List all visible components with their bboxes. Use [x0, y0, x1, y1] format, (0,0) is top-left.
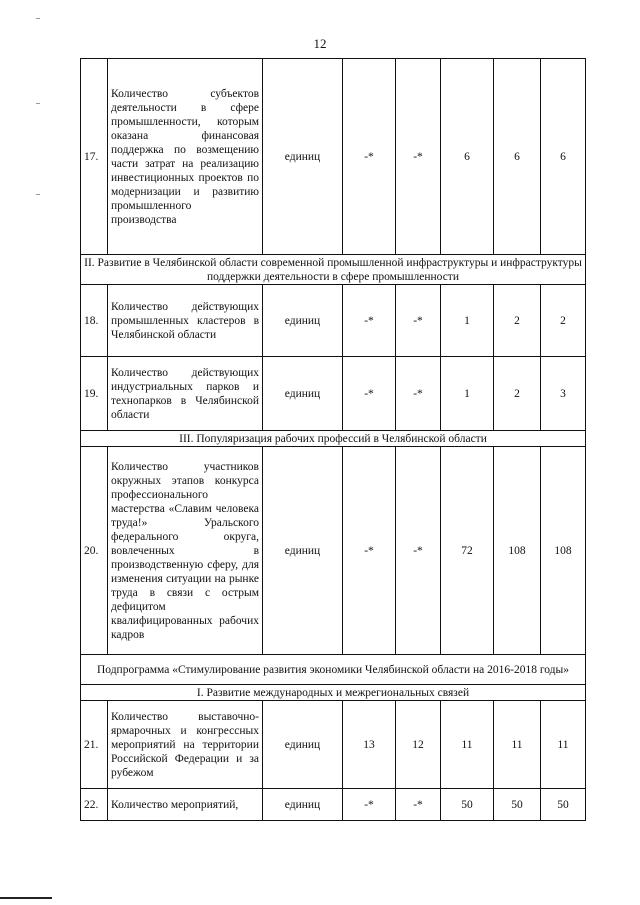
table-row — [81, 701, 586, 789]
row-number: 19. — [81, 357, 108, 431]
value-cell: 1 — [441, 285, 494, 357]
indicator-description: Количество субъектов деятельности в сфере промышленности, которым оказана финансовая поддержка по возмещению части затрат на реализацию инвестиционных проектов по модернизации и развитию промышленного производства — [108, 59, 263, 255]
value-cell: 13 — [343, 701, 396, 789]
row-number: 17. — [81, 59, 108, 255]
value-cell: 3 — [541, 357, 586, 431]
value-cell: -* — [343, 285, 396, 357]
table-row — [81, 789, 586, 821]
value-cell: 108 — [541, 447, 586, 655]
row-number: 20. — [81, 447, 108, 655]
unit-cell: единиц — [263, 701, 343, 789]
subprogram-heading: Подпрограмма «Стимулирование развития экономики Челябинской области на 2016-2018 годы» — [81, 655, 586, 685]
row-number: 18. — [81, 285, 108, 357]
indicators-table — [80, 58, 586, 821]
value-cell: -* — [343, 789, 396, 821]
table-row — [81, 59, 586, 255]
indicator-description: Количество участников окружных этапов конкурса профессионального мастерства «Славим человека труда!» Уральского федерального округа, вовлеченных в производственную сферу, для изменения ситуации на рынке труда в связи с острым дефицитом квалифицированных рабочих кадров — [108, 447, 263, 655]
section-row — [81, 655, 586, 685]
value-cell: 11 — [441, 701, 494, 789]
value-cell: 108 — [494, 447, 541, 655]
section-heading: II. Развитие в Челябинской области современной промышленной инфраструктуры и инфраструктуры поддержки деятельности в сфере промышленности — [81, 255, 586, 285]
value-cell: -* — [343, 59, 396, 255]
value-cell: 6 — [441, 59, 494, 255]
unit-cell: единиц — [263, 447, 343, 655]
value-cell: -* — [343, 357, 396, 431]
indicator-description: Количество действующих индустриальных парков и технопарков в Челябинской области — [108, 357, 263, 431]
value-cell: 2 — [541, 285, 586, 357]
value-cell: 2 — [494, 285, 541, 357]
value-cell: 6 — [494, 59, 541, 255]
margin-mark — [36, 103, 40, 104]
table-row — [81, 357, 586, 431]
table-row — [81, 285, 586, 357]
page-footer-rule — [0, 897, 52, 899]
value-cell: -* — [396, 59, 441, 255]
value-cell: 50 — [494, 789, 541, 821]
value-cell: 2 — [494, 357, 541, 431]
value-cell: -* — [343, 447, 396, 655]
value-cell: 11 — [494, 701, 541, 789]
value-cell: 6 — [541, 59, 586, 255]
value-cell: -* — [396, 789, 441, 821]
margin-mark — [36, 18, 40, 19]
row-number: 22. — [81, 789, 108, 821]
section-row — [81, 431, 586, 447]
unit-cell: единиц — [263, 285, 343, 357]
value-cell: 50 — [541, 789, 586, 821]
value-cell: -* — [396, 285, 441, 357]
section-heading: III. Популяризация рабочих профессий в Челябинской области — [81, 431, 586, 447]
row-number: 21. — [81, 701, 108, 789]
value-cell: 1 — [441, 357, 494, 431]
table-row — [81, 447, 586, 655]
value-cell: 11 — [541, 701, 586, 789]
unit-cell: единиц — [263, 789, 343, 821]
value-cell: 50 — [441, 789, 494, 821]
margin-mark — [36, 194, 40, 195]
value-cell: 12 — [396, 701, 441, 789]
section-row — [81, 255, 586, 285]
page-number: 12 — [313, 36, 327, 51]
unit-cell: единиц — [263, 59, 343, 255]
indicator-description: Количество выставочно-ярмарочных и конгрессных мероприятий на территории Российской Федерации и за рубежом — [108, 701, 263, 789]
value-cell: -* — [396, 357, 441, 431]
section-heading: I. Развитие международных и межрегиональных связей — [81, 685, 586, 701]
value-cell: 72 — [441, 447, 494, 655]
indicator-description: Количество мероприятий, — [108, 789, 263, 821]
section-row — [81, 685, 586, 701]
value-cell: -* — [396, 447, 441, 655]
indicator-description: Количество действующих промышленных кластеров в Челябинской области — [108, 285, 263, 357]
unit-cell: единиц — [263, 357, 343, 431]
